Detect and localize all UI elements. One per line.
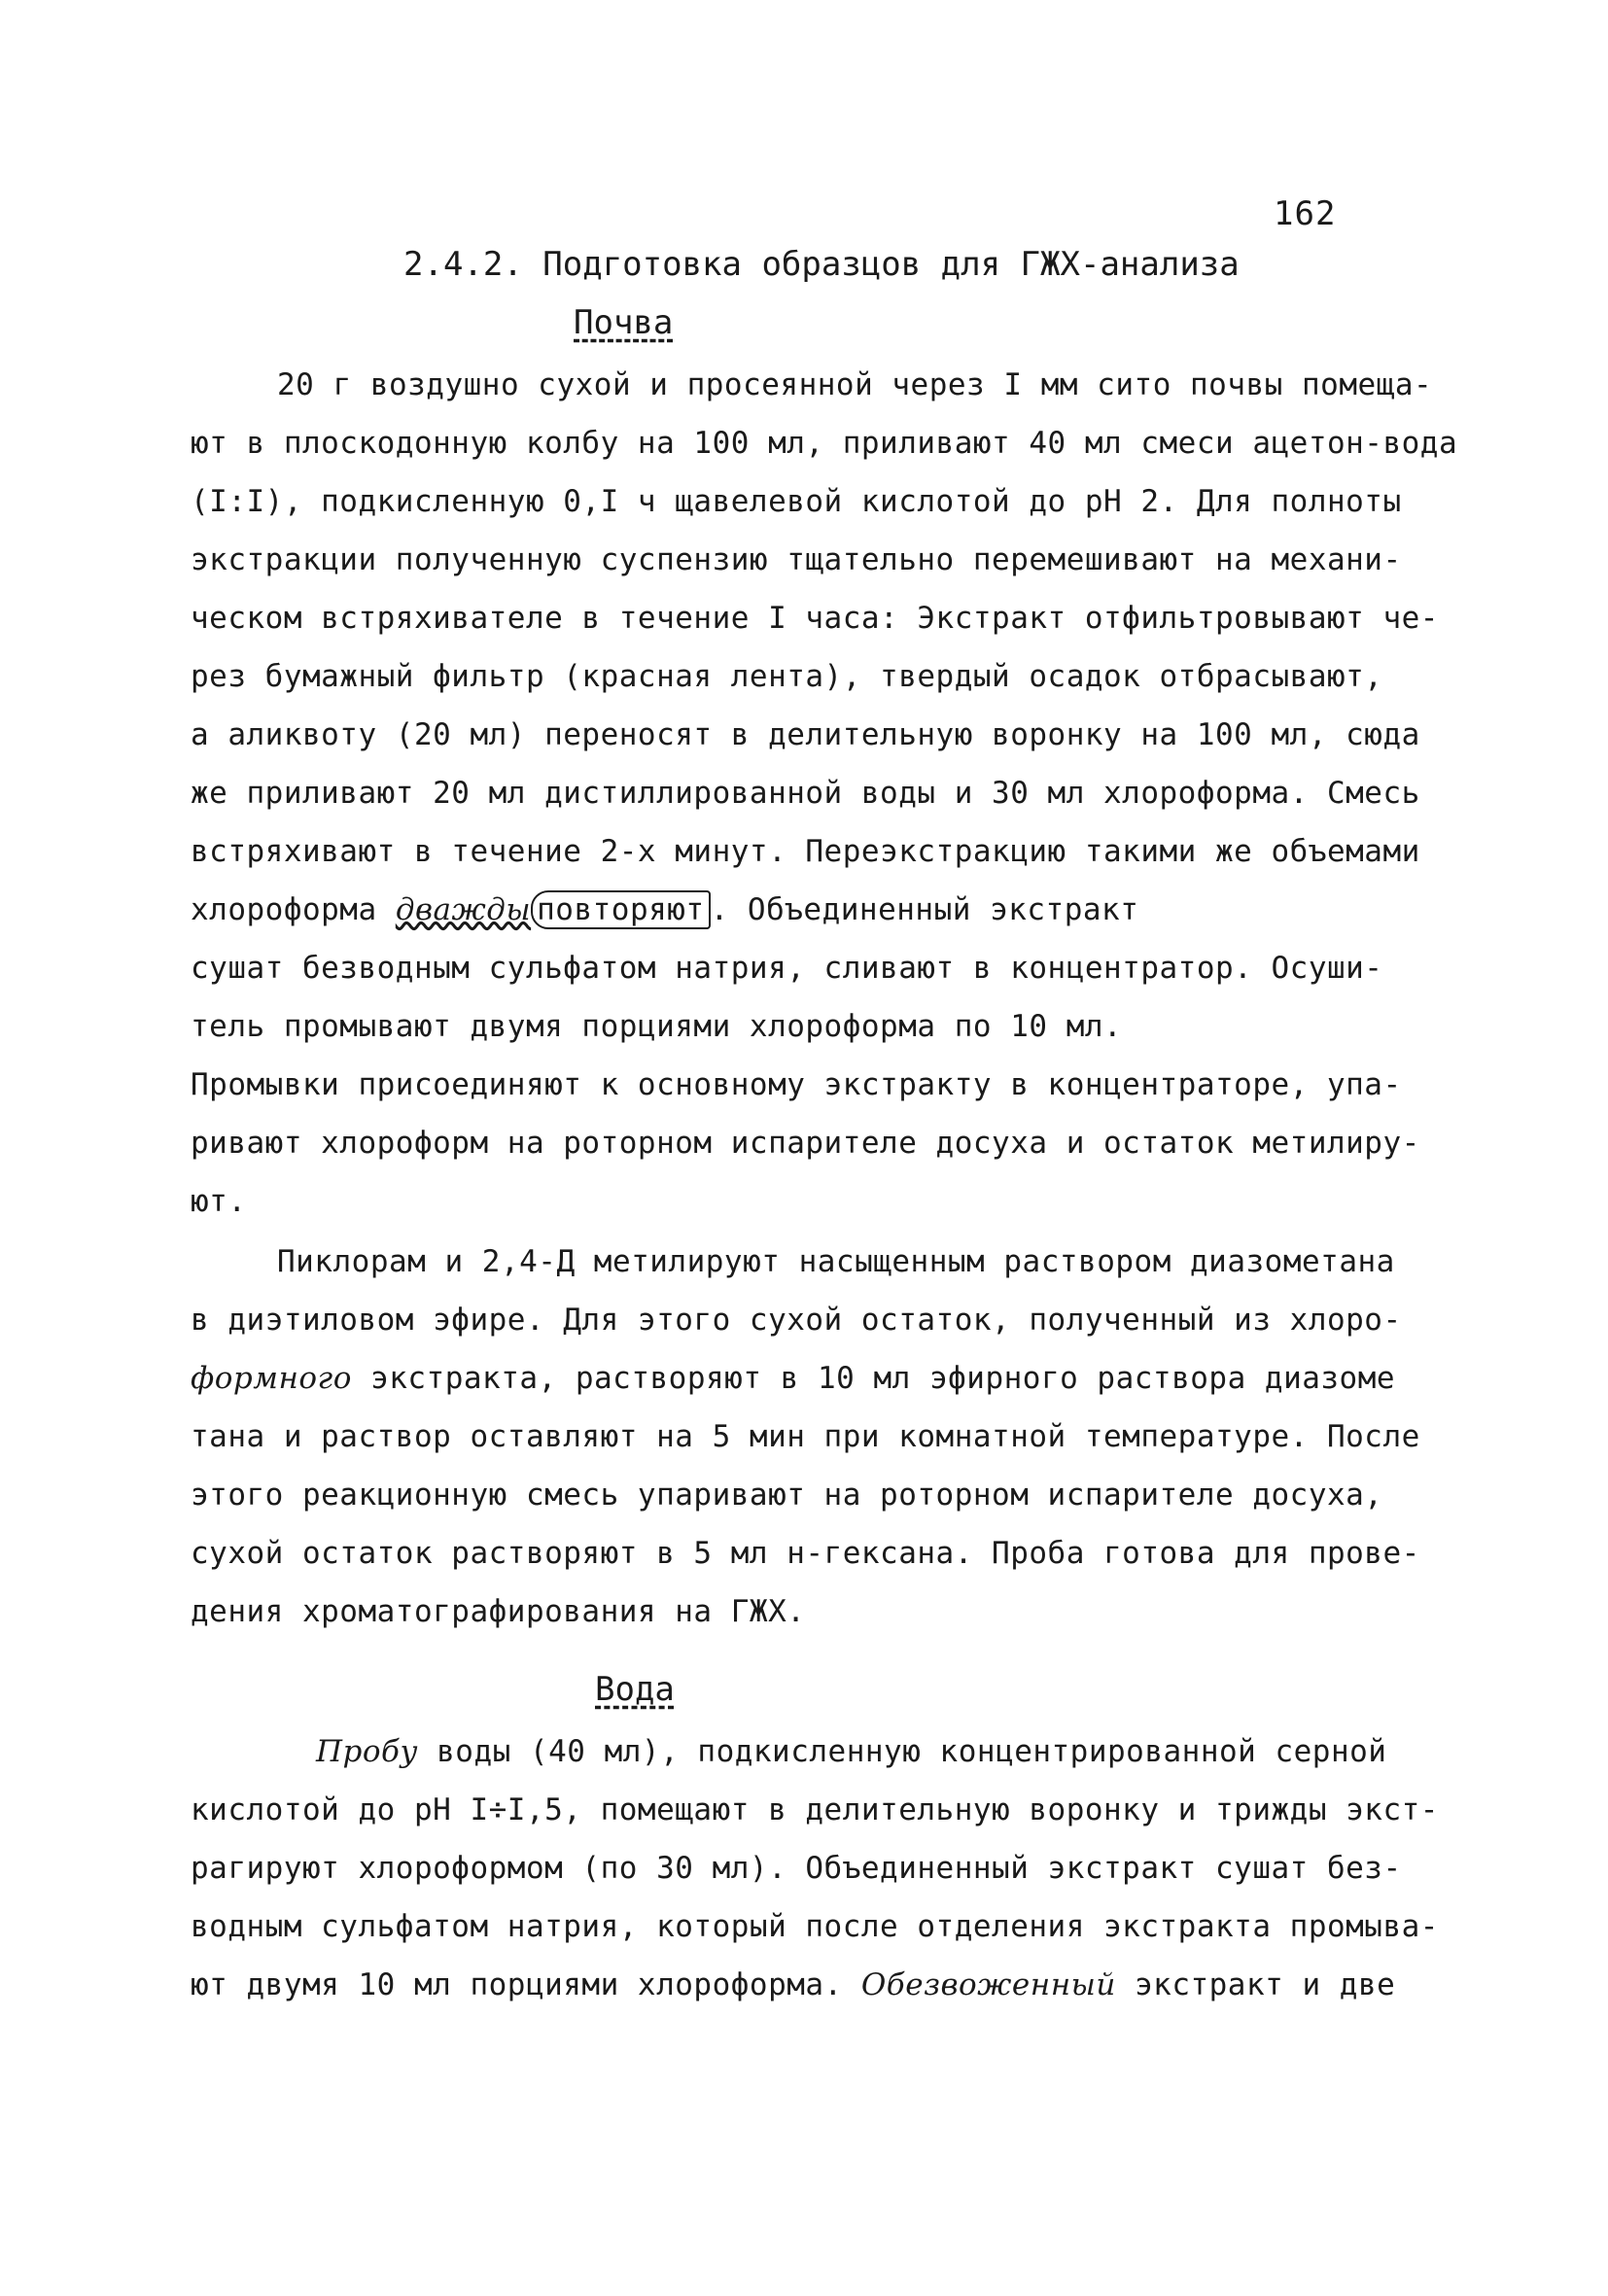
text-line: ривают хлороформ на роторном испарителе досуха и остаток метилиру- (191, 1126, 1420, 1161)
handwritten-insert: дважды (395, 892, 532, 927)
subheading-water: Вода (595, 1670, 675, 1709)
text-fragment: экстракта, растворяют в 10 мл эфирного раствора диазоме (351, 1361, 1396, 1396)
text-line: тель промывают двумя порциями хлороформа по 10 мл. (191, 1009, 1123, 1044)
text-line: рагируют хлороформом (по 30 мл). Объединенный экстракт сушат без- (191, 1851, 1402, 1886)
text-line-handwritten (316, 1734, 1386, 1769)
text-line: Промывки присоединяют к основному экстракту в концентраторе, упа- (191, 1067, 1402, 1102)
text-line: ют в плоскодонную колбу на 100 мл, приливают 40 мл смеси ацетон-вода (191, 426, 1458, 461)
text-line-annotated (191, 892, 1138, 927)
text-line: встряхивают в течение 2-х минут. Переэкстракцию такими же объемами (191, 834, 1420, 869)
text-line-handwritten (191, 1967, 1395, 2002)
text-line: кислотой до рН I÷I,5, помещают в делительную воронку и трижды экст- (191, 1792, 1439, 1827)
boxed-correction: повторяют (531, 890, 710, 929)
handwritten-insert: Обезвоженный (860, 1967, 1116, 2002)
text-line: сушат безводным сульфатом натрия, сливают в концентратор. Осуши- (191, 951, 1383, 986)
text-line: ют. (191, 1184, 247, 1219)
text-line: рез бумажный фильтр (красная лента), твердый осадок отбрасывают, (191, 659, 1383, 694)
text-line: же приливают 20 мл дистиллированной воды и 30 мл хлороформа. Смесь (191, 776, 1420, 811)
text-line: экстракции полученную суспензию тщательно перемешивают на механи- (191, 542, 1402, 577)
subheading-soil: Почва (574, 303, 674, 342)
handwritten-insert: Пробу (316, 1734, 418, 1769)
section-heading: 2.4.2. Подготовка образцов для ГЖХ-анализа (403, 245, 1240, 284)
text-line-handwritten (191, 1361, 1395, 1396)
text-fragment: хлороформа (191, 892, 396, 927)
text-line: ческом встряхивателе в течение I часа: Экстракт отфильтровывают че- (191, 601, 1439, 636)
text-line: тана и раствор оставляют на 5 мин при комнатной температуре. После (191, 1419, 1420, 1454)
text-line: сухой остаток растворяют в 5 мл н-гексана. Проба готова для прове- (191, 1536, 1420, 1571)
text-fragment: . Объединенный экстракт (710, 892, 1139, 927)
text-fragment: воды (40 мл), подкисленную концентрированной серной (417, 1734, 1387, 1769)
text-line: а аликвоту (20 мл) переносят в делительную воронку на 100 мл, сюда (191, 717, 1420, 752)
text-line: этого реакционную смесь упаривают на роторном испарителе досуха, (191, 1478, 1383, 1513)
text-line: дения хроматографирования на ГЖХ. (191, 1594, 806, 1629)
page-number: 162 (1274, 194, 1337, 233)
handwritten-insert: формного (191, 1361, 352, 1396)
text-line: Пиклорам и 2,4-Д метилируют насыщенным раствором диазометана (277, 1244, 1395, 1279)
text-fragment: ют двумя 10 мл порциями хлороформа. (191, 1967, 861, 2002)
text-line: (I:I), подкисленную 0,I ч щавелевой кислотой до рН 2. Для полноты (191, 484, 1402, 519)
text-line: водным сульфатом натрия, который после отделения экстракта промыва- (191, 1909, 1439, 1944)
text-line: в диэтиловом эфире. Для этого сухой остаток, полученный из хлоро- (191, 1303, 1402, 1338)
text-line: 20 г воздушно сухой и просеянной через I мм сито почвы помеща- (277, 367, 1433, 402)
text-fragment: экстракт и две (1115, 1967, 1396, 2002)
